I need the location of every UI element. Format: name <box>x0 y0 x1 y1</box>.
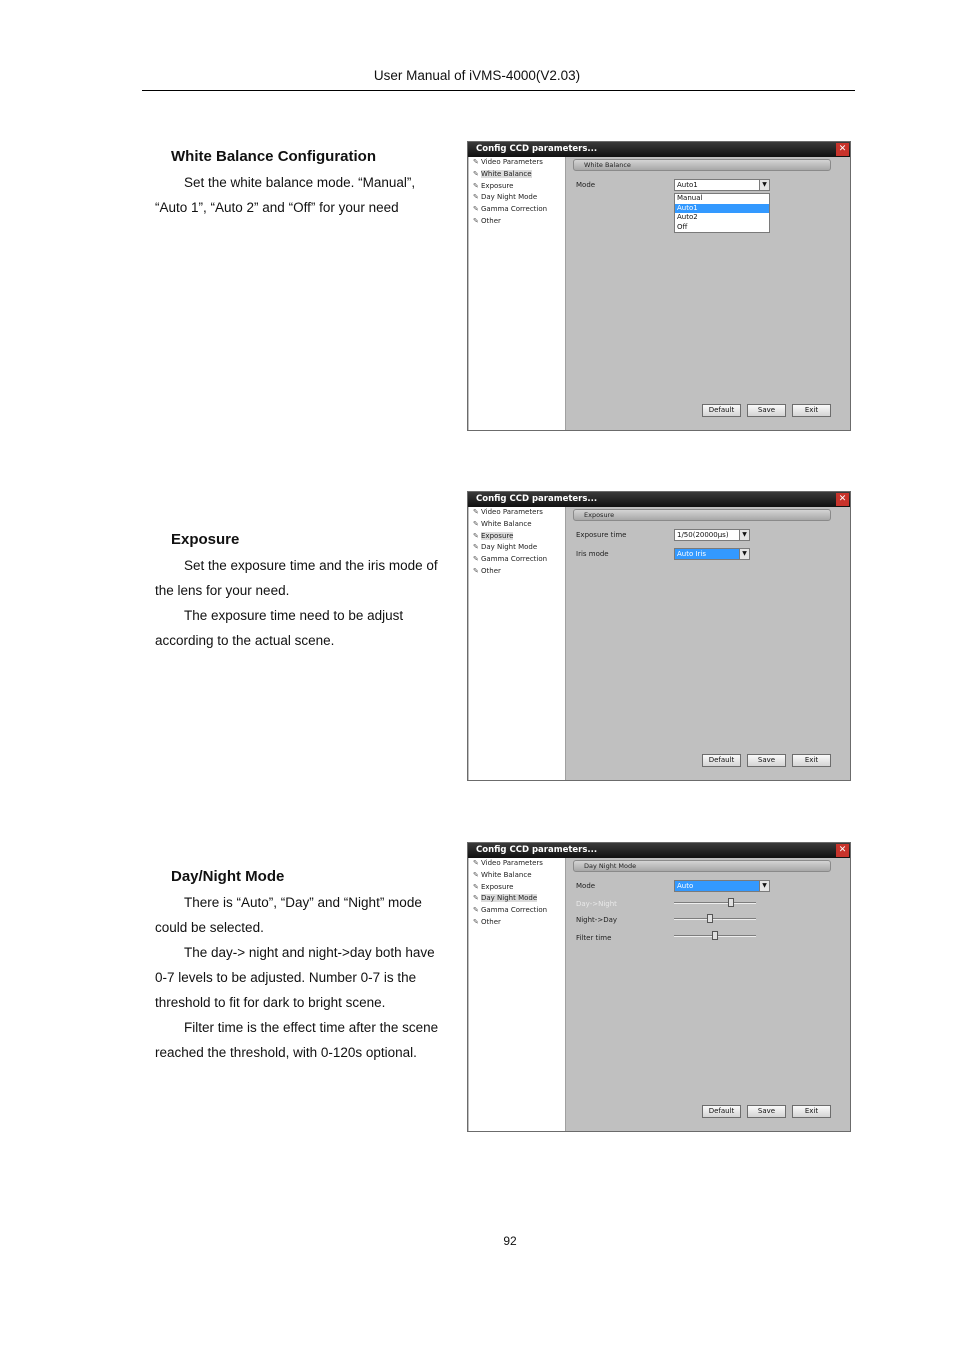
dropdown-option-highlighted[interactable]: Auto1 <box>675 204 769 214</box>
pencil-icon: ✎ <box>473 193 479 202</box>
section-heading: White Balance Configuration <box>171 148 377 165</box>
nav-item-white-balance[interactable]: ✎ White Balance <box>469 870 565 882</box>
slider-thumb[interactable] <box>712 931 718 940</box>
pencil-icon: ✎ <box>473 870 479 879</box>
pencil-icon: ✎ <box>473 216 479 225</box>
section-exposure <box>155 527 447 653</box>
save-button[interactable]: Save <box>747 404 786 417</box>
section-paragraph: There is “Auto”, “Day” and “Night” mode could be selected. <box>155 895 422 935</box>
exposure-time-select[interactable]: 1/50(20000μs) ▼ <box>674 529 750 541</box>
page-number: 92 <box>503 1234 517 1248</box>
pencil-icon: ✎ <box>473 882 479 891</box>
ccd-dialog-exposure <box>467 491 851 781</box>
group-title: Day Night Mode <box>573 860 831 872</box>
nav-item-day-night-mode[interactable]: ✎ Day Night Mode <box>469 893 565 905</box>
pencil-icon: ✎ <box>473 519 479 528</box>
night-to-day-slider[interactable] <box>674 914 756 924</box>
dropdown-option[interactable]: Manual <box>677 194 703 202</box>
nav-item-white-balance[interactable]: ✎ White Balance <box>469 519 565 531</box>
nav-item-gamma-correction[interactable]: ✎ Gamma Correction <box>469 554 565 566</box>
ccd-dialog-white-balance <box>467 141 851 431</box>
pencil-icon: ✎ <box>473 917 479 926</box>
filter-time-slider[interactable] <box>674 931 756 941</box>
save-button[interactable]: Save <box>747 754 786 767</box>
iris-mode-label: Iris mode <box>576 550 609 558</box>
day-night-mode-select[interactable]: Auto ▼ <box>674 880 770 892</box>
default-button[interactable]: Default <box>702 754 741 767</box>
pencil-icon: ✎ <box>473 169 479 178</box>
section-paragraph: Set the exposure time and the iris mode of the lens for your need. <box>155 558 438 598</box>
pencil-icon: ✎ <box>473 181 479 190</box>
mode-select[interactable]: Auto1 ▼ <box>674 179 770 191</box>
mode-label: Mode <box>576 181 596 189</box>
nav-item-day-night-mode[interactable]: ✎ Day Night Mode <box>469 192 565 204</box>
nav-item-other[interactable]: ✎ Other <box>469 566 565 578</box>
chevron-down-icon[interactable]: ▼ <box>759 881 769 891</box>
section-white-balance <box>155 144 447 220</box>
nav-item-exposure[interactable]: ✎ Exposure <box>469 531 565 543</box>
iris-mode-select[interactable]: Auto Iris ▼ <box>674 548 750 560</box>
exit-button[interactable]: Exit <box>792 754 831 767</box>
dialog-panel <box>567 858 850 1131</box>
pencil-icon: ✎ <box>473 543 479 552</box>
nav-item-video-parameters[interactable]: ✎ Video Parameters <box>469 157 565 169</box>
filter-time-label: Filter time <box>576 934 612 942</box>
day-to-night-label: Day->Night <box>576 900 617 908</box>
slider-track <box>674 918 756 920</box>
mode-dropdown-list <box>674 193 770 233</box>
default-button[interactable]: Default <box>702 404 741 417</box>
dialog-nav <box>469 507 566 780</box>
slider-track <box>674 902 756 904</box>
section-paragraph: The day-> night and night->day both have 0-7 levels to be adjusted. Number 0-7 is the threshold to fit for dark to bright scene. <box>155 945 435 1010</box>
day-to-night-slider[interactable] <box>674 898 756 908</box>
dialog-nav <box>469 858 566 1131</box>
ccd-dialog-day-night <box>467 842 851 1132</box>
nav-item-day-night-mode[interactable]: ✎ Day Night Mode <box>469 542 565 554</box>
group-title: Exposure <box>573 509 831 521</box>
dialog-nav <box>469 157 566 430</box>
nav-item-gamma-correction[interactable]: ✎ Gamma Correction <box>469 905 565 917</box>
pencil-icon: ✎ <box>473 531 479 540</box>
nav-item-video-parameters[interactable]: ✎ Video Parameters <box>469 858 565 870</box>
section-paragraph: Set the white balance mode. “Manual”, “Auto 1”, “Auto 2” and “Off” for your need <box>155 175 416 215</box>
close-icon[interactable]: ✕ <box>836 844 849 857</box>
pencil-icon: ✎ <box>473 566 479 575</box>
group-title: White Balance <box>573 159 831 171</box>
section-heading: Day/Night Mode <box>171 868 285 885</box>
dialog-title: Config CCD parameters... <box>468 142 850 157</box>
slider-thumb[interactable] <box>728 898 734 907</box>
nav-item-white-balance[interactable]: ✎ White Balance <box>469 169 565 181</box>
pencil-icon: ✎ <box>473 894 479 903</box>
section-paragraph: The exposure time need to be adjust according to the actual scene. <box>155 608 404 648</box>
nav-item-gamma-correction[interactable]: ✎ Gamma Correction <box>469 204 565 216</box>
chevron-down-icon[interactable]: ▼ <box>759 180 769 190</box>
pencil-icon: ✎ <box>473 906 479 915</box>
exposure-time-label: Exposure time <box>576 531 627 539</box>
header-rule <box>142 90 855 91</box>
section-paragraph: Filter time is the effect time after the scene reached the threshold, with 0-120s optional. <box>155 1020 439 1060</box>
dialog-title: Config CCD parameters... <box>468 843 850 858</box>
dropdown-option[interactable]: Off <box>677 222 688 231</box>
page-header: User Manual of iVMS-4000(V2.03) <box>373 68 581 83</box>
pencil-icon: ✎ <box>473 508 479 516</box>
exit-button[interactable]: Exit <box>792 404 831 417</box>
section-heading: Exposure <box>171 531 240 548</box>
close-icon[interactable]: ✕ <box>836 143 849 156</box>
dialog-title: Config CCD parameters... <box>468 492 850 507</box>
nav-item-exposure[interactable]: ✎ Exposure <box>469 181 565 193</box>
chevron-down-icon[interactable]: ▼ <box>739 530 749 540</box>
pencil-icon: ✎ <box>473 859 479 867</box>
default-button[interactable]: Default <box>702 1105 741 1118</box>
exit-button[interactable]: Exit <box>792 1105 831 1118</box>
pencil-icon: ✎ <box>473 205 479 214</box>
slider-thumb[interactable] <box>707 914 713 923</box>
pencil-icon: ✎ <box>473 158 479 166</box>
nav-item-exposure[interactable]: ✎ Exposure <box>469 882 565 894</box>
dialog-panel <box>567 157 850 430</box>
close-icon[interactable]: ✕ <box>836 493 849 506</box>
dialog-panel <box>567 507 850 780</box>
section-day-night <box>155 864 447 1065</box>
pencil-icon: ✎ <box>473 555 479 564</box>
nav-item-other[interactable]: ✎ Other <box>469 917 565 929</box>
night-to-day-label: Night->Day <box>576 916 618 924</box>
dropdown-option[interactable]: Auto2 <box>677 213 698 221</box>
mode-label: Mode <box>576 882 596 890</box>
save-button[interactable]: Save <box>747 1105 786 1118</box>
nav-item-video-parameters[interactable]: ✎ Video Parameters <box>469 507 565 519</box>
chevron-down-icon[interactable]: ▼ <box>739 549 749 559</box>
nav-item-other[interactable]: ✎ Other <box>469 216 565 228</box>
